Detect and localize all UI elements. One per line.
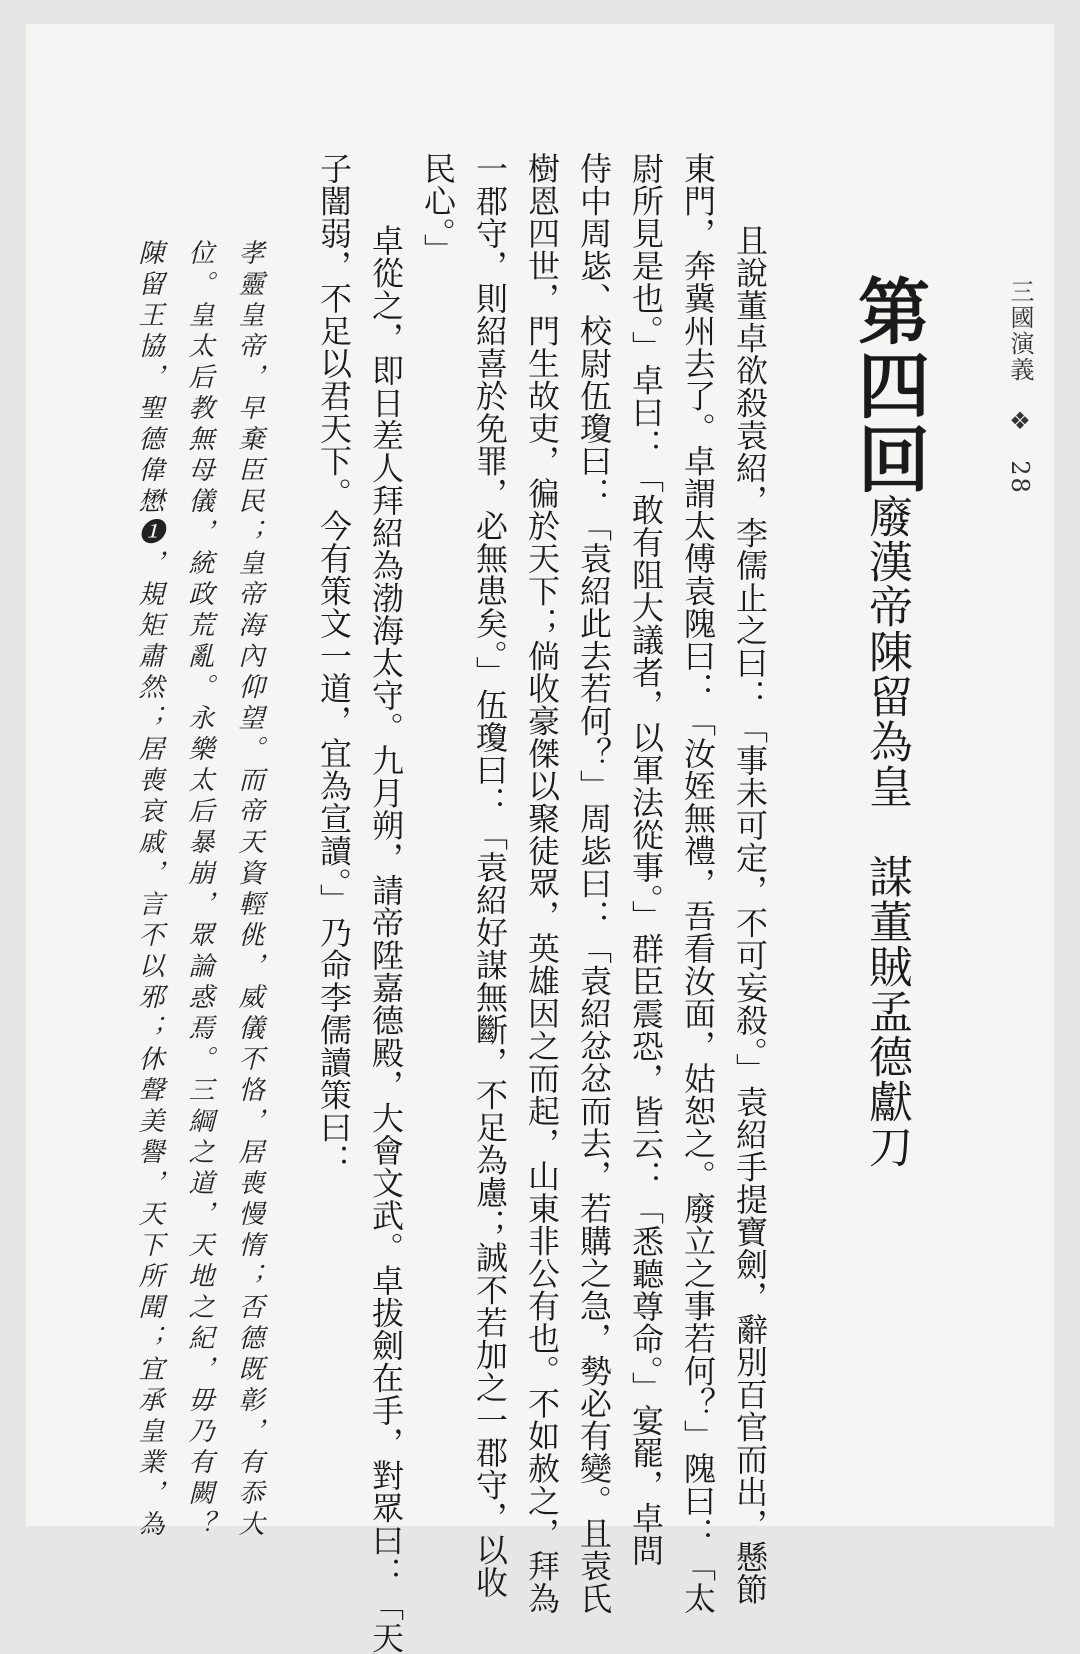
body-column-4: 侍中周毖、校尉伍瓊曰：「袁紹此去若何？」周毖曰：「袁紹忿忿而去，若購之急，勢必有變。且袁氏: [575, 152, 613, 1615]
edict-column-2: 位。皇太后教無母儀，統政荒亂。永樂太后暴崩，眾論惑焉。三綱之道，天地之紀，毋乃有闕？: [184, 239, 214, 1541]
body-column-9: 子闇弱，不足以君天下。今有策文一道，宜為宣讀。」乃命李儒讀策曰：: [315, 152, 353, 1176]
book-page: [26, 24, 1054, 1654]
body-column-1: 且說董卓欲殺袁紹，李儒止之曰：「事未可定，不可妄殺。」袁紹手提寶劍，辭別百官而出，懸節: [731, 224, 769, 1606]
body-column-5: 樹恩四世，門生故吏，徧於天下；倘收豪傑以聚徒眾，英雄因之而起，山東非公有也。不如赦之，拜為: [523, 152, 561, 1615]
body-column-3: 尉所見是也。」卓曰：「敢有阻大議者，以軍法從事。」群臣震恐，皆云：「悉聽尊命。」宴罷，卓問: [627, 152, 665, 1567]
body-column-8: 卓從之，即日差人拜紹為渤海太守。九月朔，請帝陞嘉德殿，大會文武。卓拔劍在手，對眾曰：「天: [367, 224, 405, 1654]
ornament-separator: ❖: [1006, 406, 1034, 437]
body-column-6: 一郡守，則紹喜於免罪，必無患矣。」伍瓊曰：「袁紹好謀無斷，不足為慮；誠不若加之一郡守，以收: [471, 152, 509, 1599]
body-column-7: 民心。」: [419, 152, 457, 266]
edict-column-3: 陳留王協，聖德偉懋❶，規矩肅然；居喪哀戚，言不以邪；休聲美譽，天下所聞；宜承皇業，為: [134, 239, 164, 1541]
book-title: 三國演義: [1006, 279, 1034, 383]
running-header: [1008, 279, 1032, 495]
edict-column-1: 孝靈皇帝，早棄臣民；皇帝海內仰望。而帝天資輕佻，威儀不恪，居喪慢惰；否德既彰，有忝大: [234, 239, 264, 1541]
chapter-number: 第四回: [846, 274, 931, 496]
page-number: 28: [1006, 460, 1034, 495]
body-column-2: 東門，奔冀州去了。卓謂太傅袁隗曰：「汝姪無禮，吾看汝面，姑恕之。廢立之事若何？」隗曰：「太: [679, 152, 717, 1615]
chapter-title: 廢漢帝陳留為皇 謀董賊孟德獻刀: [861, 494, 912, 1169]
